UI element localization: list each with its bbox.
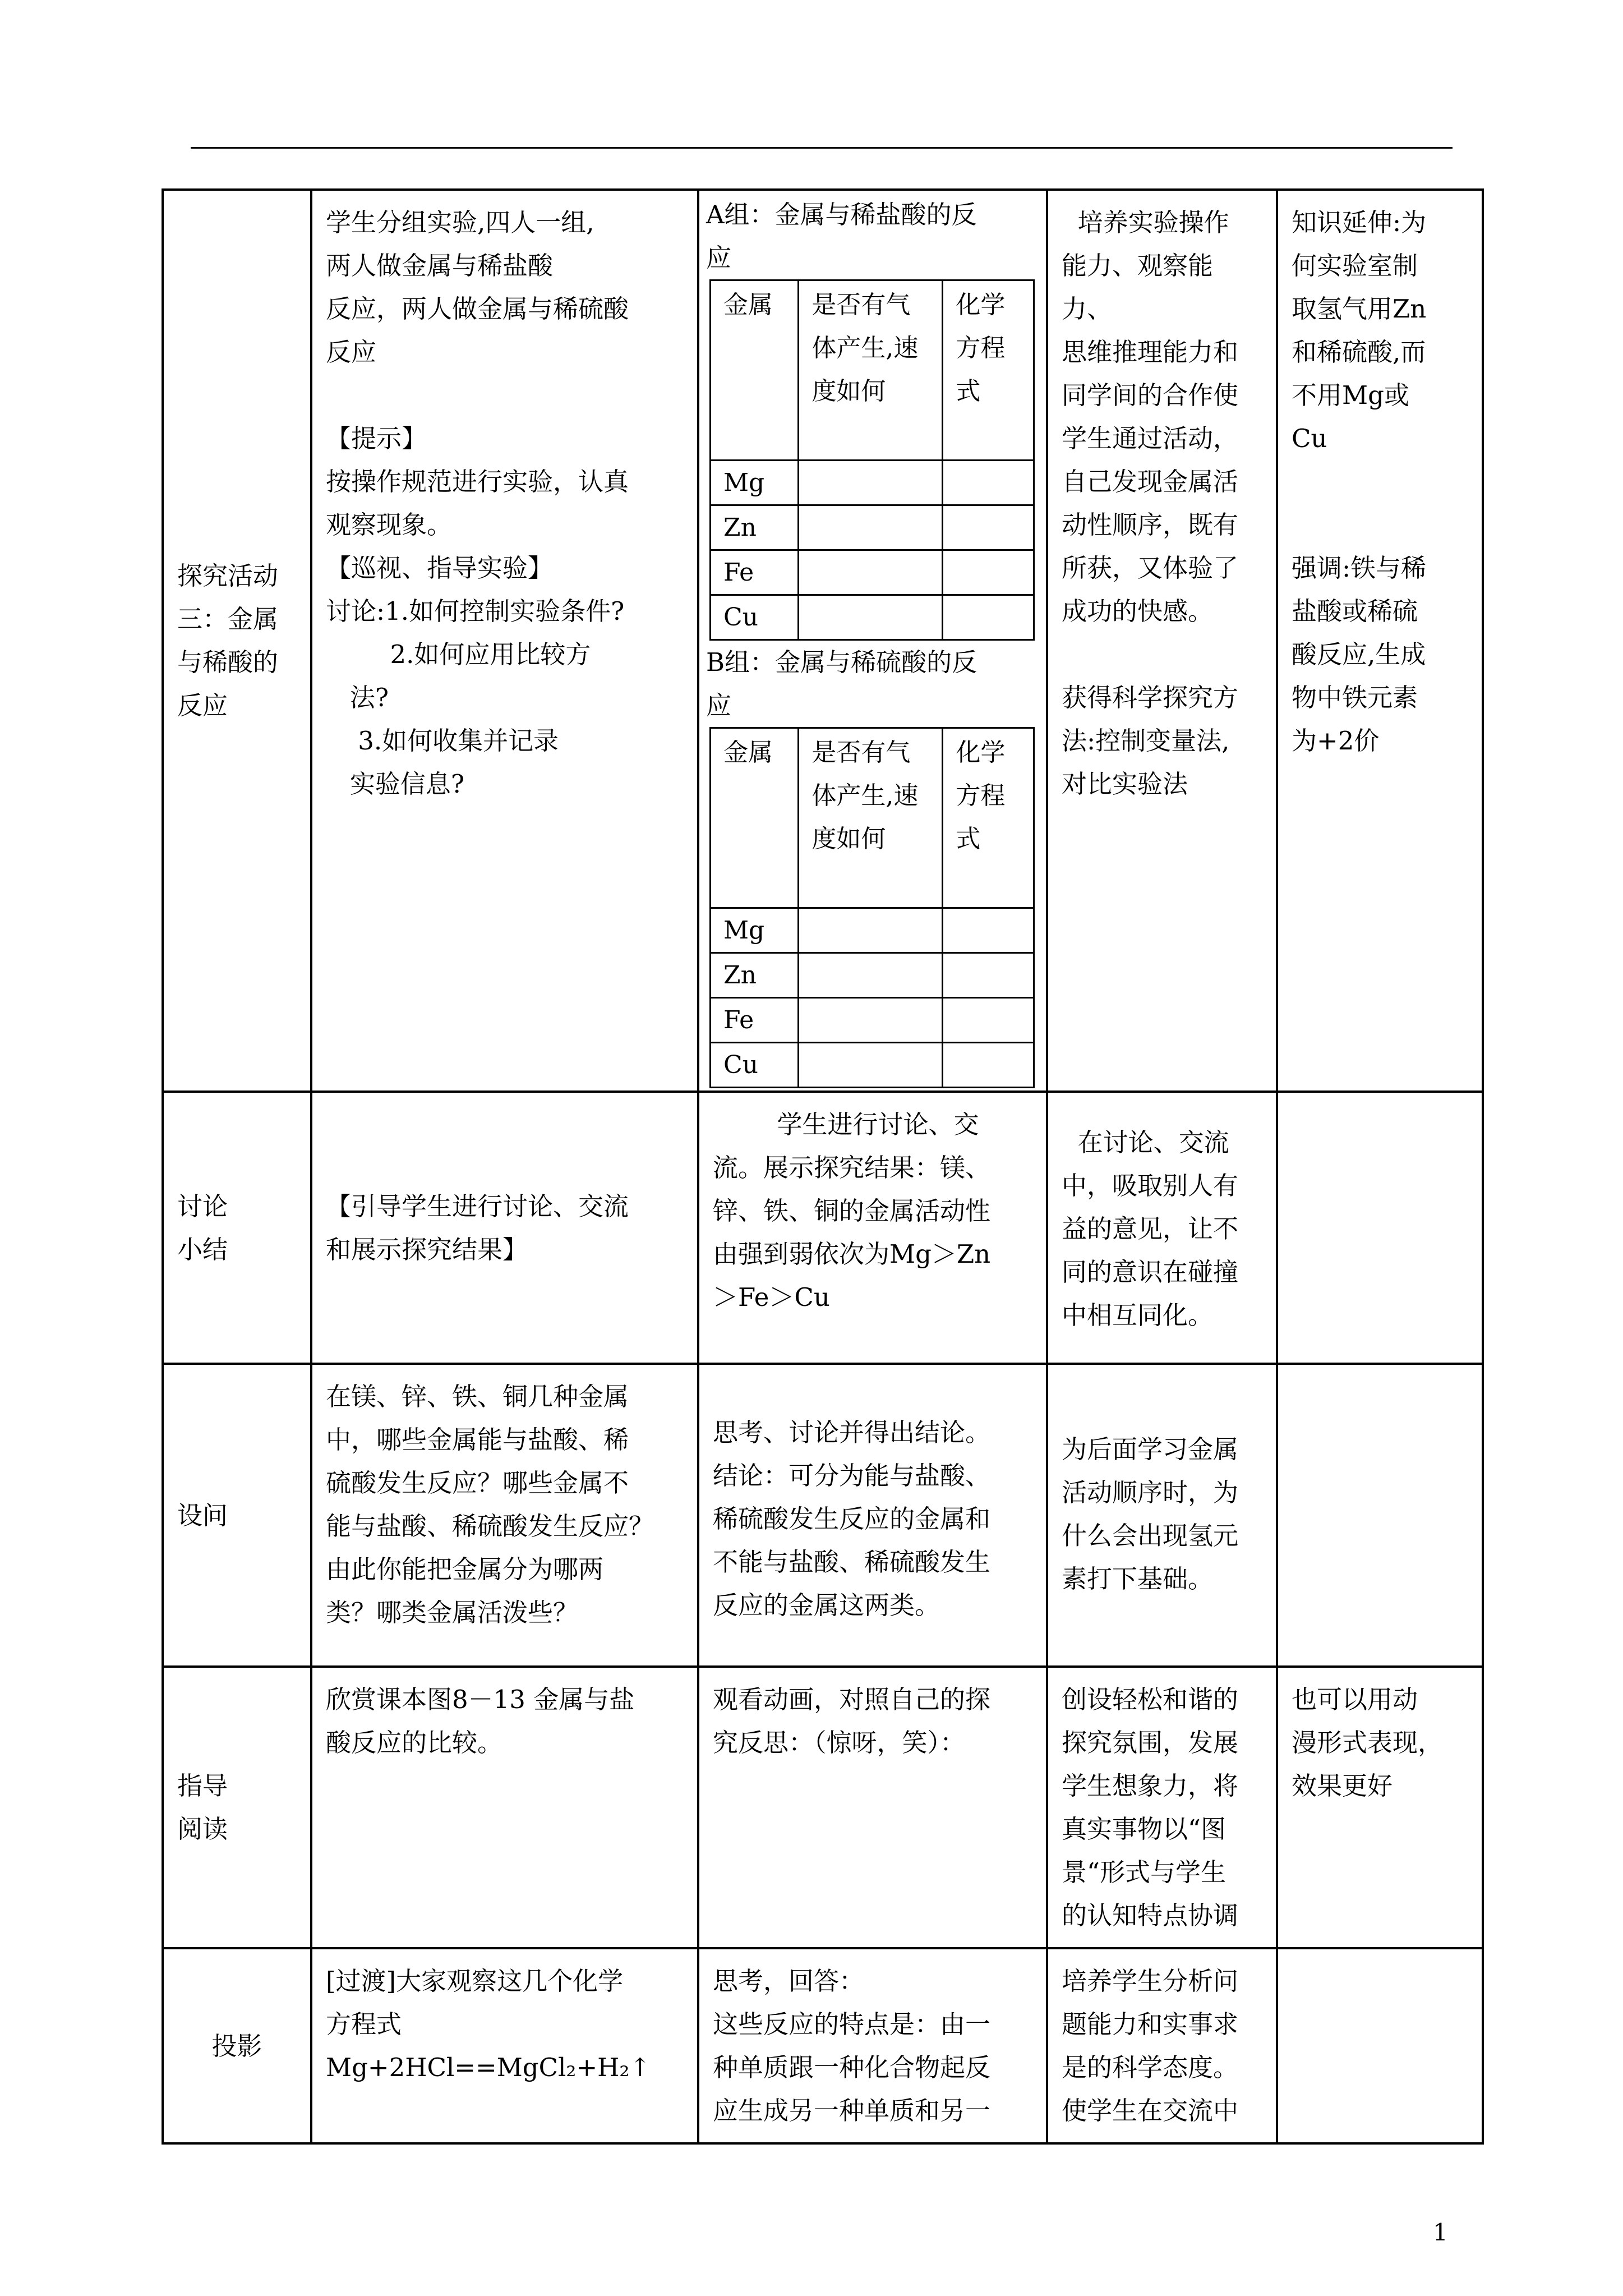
text-line: 获得科学探究方 [1062, 683, 1239, 712]
design-intent-cell [1047, 1667, 1277, 1948]
blank-cell [799, 998, 943, 1043]
stage-cell [163, 190, 311, 1092]
blank-cell [799, 461, 943, 505]
text-line: 究反思：（惊呀，笑）： [713, 1728, 966, 1757]
text-line [1062, 633, 1262, 676]
blank-cell [943, 505, 1034, 550]
text-line: 【引导学生进行讨论、交流 [326, 1191, 629, 1221]
text-line: 应 [706, 691, 732, 720]
row-projection [163, 1948, 1483, 2143]
text-line: 活动顺序时，为 [1062, 1478, 1239, 1507]
text-line: 效果更好 [1292, 1771, 1393, 1801]
text-line: 法? [326, 683, 389, 712]
text-line: 三：金属 [177, 604, 279, 634]
text-line: 学生通过活动， [1062, 424, 1239, 453]
header-equation: 化学方程式 [943, 728, 1034, 908]
text-line: 反应 [326, 337, 377, 367]
teacher-activity-cell [311, 1092, 698, 1364]
blank-cell [799, 550, 943, 595]
metal-cell: Cu [711, 1043, 799, 1088]
blank-cell [943, 550, 1034, 595]
row-question [163, 1364, 1483, 1667]
text-line: 阅读 [177, 1814, 228, 1844]
text-line: 中，哪些金属能与盐酸、稀 [326, 1425, 629, 1455]
header-metal: 金属 [711, 280, 799, 461]
design-intent-cell [1047, 1948, 1277, 2143]
student-activity-cell [698, 190, 1047, 1092]
text-line: 和稀硫酸,而 [1292, 337, 1426, 367]
text-line: 学生想象力，将 [1062, 1771, 1239, 1801]
metal-cell: Zn [711, 505, 799, 550]
text-line: 创设轻松和谐的 [1062, 1685, 1239, 1714]
row-summary [163, 1092, 1483, 1364]
blank-cell [943, 908, 1034, 953]
text-line: 流。展示探究结果：镁、 [713, 1153, 991, 1182]
text-line: 按操作规范进行实验，认真 [326, 467, 629, 496]
text-line: 锌、铁、铜的金属活动性 [713, 1196, 991, 1226]
text-line: 对比实验法 [1062, 769, 1188, 799]
notes-cell [1277, 1948, 1483, 2143]
text-line: [过渡]大家观察这几个化学 [326, 1966, 624, 1996]
text-line: 和展示探究结果】 [326, 1234, 528, 1264]
metal-cell: Fe [711, 998, 799, 1043]
text-line: 小结 [177, 1234, 228, 1264]
blank-cell [799, 505, 943, 550]
group-b-title [706, 641, 1039, 727]
hint-text [326, 460, 684, 546]
text-line: 在镁、锌、铁、铜几种金属 [326, 1382, 629, 1411]
text-line: 与稀酸的 [177, 647, 279, 677]
metal-cell: Cu [711, 595, 799, 640]
stage-cell [163, 1667, 311, 1948]
text-line: 类？哪类金属活泼些？ [326, 1598, 579, 1627]
blank-cell [943, 1043, 1034, 1088]
text-line: 为后面学习金属 [1062, 1434, 1239, 1464]
stage-cell [163, 1948, 311, 2143]
blank-cell [799, 953, 943, 998]
text-line: 自己发现金属活 [1062, 467, 1239, 496]
text-line: 真实事物以“图 [1062, 1814, 1227, 1844]
text-line: 思考、讨论并得出结论。 [713, 1418, 991, 1447]
blank-cell [943, 953, 1034, 998]
chemical-equation: Mg+2HCl==MgCl₂+H₂↑ [326, 2053, 651, 2082]
text-line: 益的意见，让不 [1062, 1214, 1239, 1244]
student-activity-cell [698, 1092, 1047, 1364]
text-line: 素打下基础。 [1062, 1564, 1214, 1594]
header-equation: 化学方程式 [943, 280, 1034, 461]
student-activity-cell [698, 1667, 1047, 1948]
text-line: 反应，两人做金属与稀硫酸 [326, 294, 629, 324]
text-line: 思维推理能力和 [1062, 337, 1239, 367]
text-line: 探究氛围，发展 [1062, 1728, 1239, 1757]
lesson-plan-table [162, 188, 1484, 2145]
text-line: 探究活动 [177, 561, 279, 591]
header-rule [191, 147, 1453, 149]
student-activity-cell [698, 1364, 1047, 1667]
text-line: 所获，又体验了 [1062, 553, 1239, 583]
blank-cell [799, 595, 943, 640]
text-line: 何实验室制 [1292, 251, 1418, 280]
text-line: 强调:铁与稀 [1292, 553, 1427, 583]
text-line: 实验信息? [326, 769, 465, 799]
text-line: 同的意识在碰撞 [1062, 1257, 1239, 1287]
text-line: 使学生在交流中 [1062, 2096, 1239, 2125]
text-line: 设问 [177, 1500, 228, 1530]
text-line: 硫酸发生反应？哪些金属不 [326, 1468, 629, 1498]
text-line: 应生成另一种单质和另一 [713, 2096, 991, 2125]
text-line: 结论：可分为能与盐酸、 [713, 1461, 991, 1490]
text-line: 景“形式与学生 [1062, 1857, 1227, 1887]
text-line: 反应的金属这两类。 [713, 1590, 940, 1620]
text-line: 3.如何收集并记录 [326, 726, 559, 756]
guide-title: 【巡视、指导实验】 [326, 553, 554, 583]
text-line [1292, 460, 1468, 503]
text-line: 欣赏课本图8－13 金属与盐 [326, 1685, 635, 1714]
text-line: 中相互同化。 [1062, 1300, 1214, 1330]
text-line: 为+2价 [1292, 726, 1380, 756]
text-line: 由此你能把金属分为哪两 [326, 1554, 604, 1584]
text-line: Cu [1292, 424, 1327, 453]
text-line: 讨论 [177, 1191, 228, 1221]
text-line: 动性顺序，既有 [1062, 510, 1239, 540]
hint-title: 【提示】 [326, 424, 427, 453]
row-explore [163, 190, 1483, 1092]
design-intent-cell [1047, 1092, 1277, 1364]
group-a-title [706, 193, 1039, 279]
text-line: A组：金属与稀盐酸的反 [706, 200, 977, 229]
text-line: B组：金属与稀硫酸的反 [706, 647, 978, 677]
text-line: 种单质跟一种化合物起反 [713, 2053, 991, 2082]
text-line: 法:控制变量法, [1062, 726, 1230, 756]
text-line: 培养学生分析问 [1062, 1966, 1239, 1996]
text-line: 在讨论、交流 [1062, 1128, 1229, 1157]
text-line: 能与盐酸、稀硫酸发生反应？ [326, 1511, 654, 1541]
metal-cell: Mg [711, 461, 799, 505]
text-line [1292, 503, 1468, 546]
text-line: 由强到弱依次为Mg＞Zn [713, 1239, 991, 1269]
group-a-table [709, 279, 1035, 641]
blank-cell [943, 998, 1034, 1043]
teacher-activity-cell [311, 190, 698, 1092]
text-line: 学生分组实验,四人一组, [326, 208, 594, 237]
blank-cell [799, 908, 943, 953]
text-line: 能力、观察能力、 [1062, 251, 1214, 324]
transition-text [326, 1959, 684, 2046]
text-line: 盐酸或稀硫 [1292, 596, 1418, 626]
text-line: 酸反应,生成 [1292, 639, 1426, 669]
page-number: 1 [1433, 2219, 1448, 2246]
teacher-intro [326, 201, 684, 374]
text-line: 也可以用动 [1292, 1685, 1418, 1714]
notes-cell [1277, 1364, 1483, 1667]
text-line: 什么会出现氢元 [1062, 1521, 1239, 1550]
text-line: 漫形式表现， [1292, 1728, 1444, 1757]
text-line: 同学间的合作使 [1062, 380, 1239, 410]
stage-cell [163, 1364, 311, 1667]
text-line: 中，吸取别人有 [1062, 1171, 1239, 1200]
blank-cell [943, 461, 1034, 505]
header-gas: 是否有气体产生,速度如何 [799, 280, 943, 461]
teacher-activity-cell [311, 1948, 698, 2143]
teacher-activity-cell [311, 1364, 698, 1667]
metal-cell: Fe [711, 550, 799, 595]
design-intent-cell [1047, 190, 1277, 1092]
text-line: 培养实验操作 [1062, 208, 1229, 237]
text-line: 两人做金属与稀盐酸 [326, 251, 554, 280]
text-line: 这些反应的特点是：由一 [713, 2009, 991, 2039]
notes-cell [1277, 190, 1483, 1092]
text-line: 题能力和实事求 [1062, 2009, 1239, 2039]
blank-cell [943, 595, 1034, 640]
text-line: 物中铁元素 [1292, 683, 1418, 712]
student-activity-cell [698, 1948, 1047, 2143]
metal-cell: Mg [711, 908, 799, 953]
text-line: 稀硫酸发生反应的金属和 [713, 1504, 991, 1534]
text-line: 不用Mg或 [1292, 380, 1409, 410]
metal-cell: Zn [711, 953, 799, 998]
text-line: 的认知特点协调 [1062, 1901, 1239, 1930]
text-line: 取氢气用Zn [1292, 294, 1427, 324]
discussion-questions [326, 590, 684, 806]
teacher-activity-cell [311, 1667, 698, 1948]
text-line: 观察现象。 [326, 510, 453, 540]
text-line: 是的科学态度。 [1062, 2053, 1239, 2082]
row-reading [163, 1667, 1483, 1948]
text-line: 指导 [177, 1771, 228, 1801]
text-line: 酸反应的比较。 [326, 1728, 503, 1757]
group-b-table [709, 727, 1035, 1088]
text-line: 反应 [177, 691, 228, 720]
notes-cell [1277, 1092, 1483, 1364]
text-line: 学生进行讨论、交 [713, 1110, 979, 1139]
notes-cell [1277, 1667, 1483, 1948]
text-line: ＞Fe＞Cu [713, 1282, 830, 1312]
header-gas: 是否有气体产生,速度如何 [799, 728, 943, 908]
text-line: 方程式 [326, 2009, 402, 2039]
text-line: 不能与盐酸、稀硫酸发生 [713, 1547, 991, 1577]
text-line: 成功的快感。 [1062, 596, 1214, 626]
text-line: 投影 [211, 2031, 262, 2061]
text-line: 应 [706, 243, 732, 273]
text-line: 思考，回答： [713, 1966, 865, 1996]
header-metal: 金属 [711, 728, 799, 908]
text-line: 观看动画，对照自己的探 [713, 1685, 991, 1714]
text-line: 知识延伸:为 [1292, 208, 1427, 237]
blank-cell [799, 1043, 943, 1088]
stage-cell [163, 1092, 311, 1364]
design-intent-cell [1047, 1364, 1277, 1667]
text-line: 2.如何应用比较方 [326, 639, 591, 669]
text-line: 讨论:1.如何控制实验条件? [326, 596, 625, 626]
